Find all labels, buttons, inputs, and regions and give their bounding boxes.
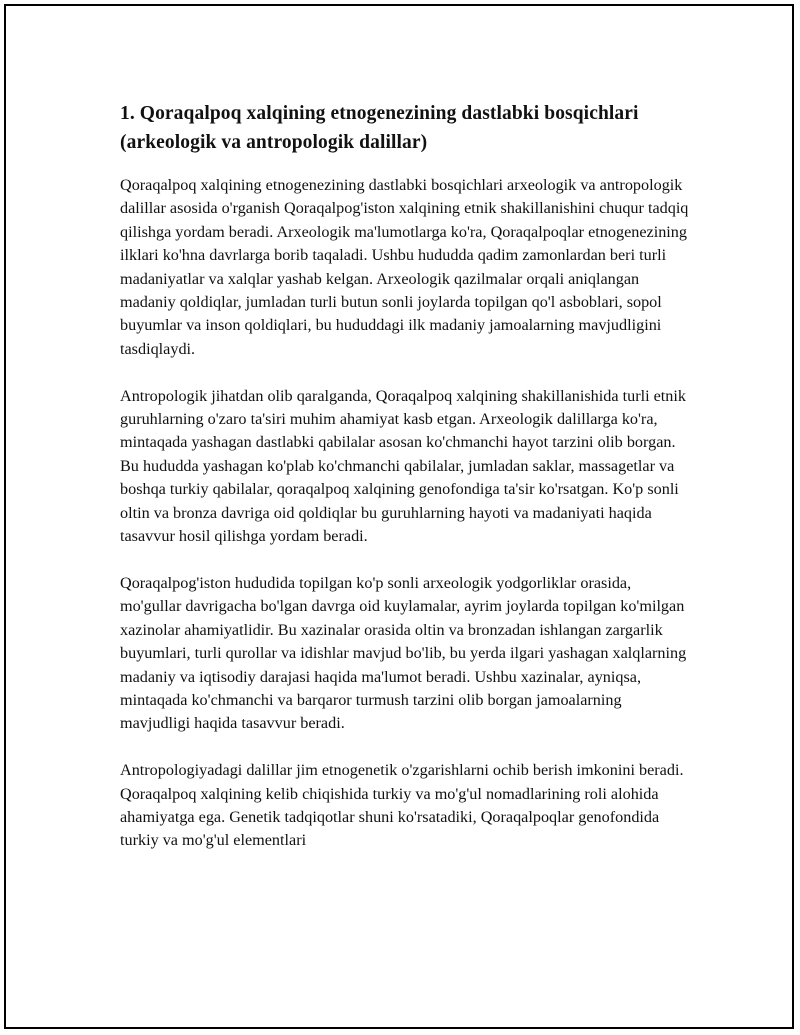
document-title: 1. Qoraqalpoq xalqining etnogenezining dastlabki bosqichlari (arkeologik va antropologik dalillar) xyxy=(120,103,639,153)
paragraph-4: Antropologiyadagi dalillar jim etnogenetik o'zgarishlarni ochib berish imkonini beradi. Qoraqalpoq xalqining kelib chiqishida turkiy va mo'g'ul nomadlarining roli alohida ahamiyatga ega. Genetik tadqiqotlar shuni ko'rsatadiki, Qoraqalpoqlar genofondida turkiy va mo'g'ul elementlari xyxy=(120,761,684,850)
paragraph-3: Qoraqalpog'iston hududida topilgan ko'p sonli arxeologik yodgorliklar orasida, mo'gullar davrigacha bo'lgan davrga oid kuylamalar, ayrim joylarda topilgan ko'milgan xazinolar ahamiyatlidir. Bu xazinalar orasida oltin va bronzadan ishlangan zargarlik buyumlari, turli qurollar va idishlar mavjud bo'lib, bu yerda ilgari yashagan xalqlarning madaniy va iqtisodiy darajasi haqida ma'lumot beradi. Ushbu xazinalar, ayniqsa, mintaqada ko'chmanchi va barqaror turmush tarzini olib borgan jamoalarning mavjudligi haqida tasavvur beradi. xyxy=(120,573,687,733)
paragraph-1: Qoraqalpoq xalqining etnogenezining dastlabki bosqichlari arxeologik va antropologik dalillar asosida o'rganish Qoraqalpog'iston xalqining etnik shakillanishini chuqur tadqiq qilishga yordam beradi. Arxeologik ma'lumotlarga ko'ra, Qoraqalpoqlar etnogenezining ilklari ko'hna davrlarga borib taqaladi. Ushbu hududda qadim zamonlardan beri turli madaniyatlar va xalqlar yashab kelgan. Arxeologik qazilmalar orqali aniqlangan madaniy qoldiqlar, jumladan turli butun sonli joylarda topilgan qo'l asboblari, sopol buyumlar va inson qoldiqlari, bu hududdagi ilk madaniy jamoalarning mavjudligini tasdiqlaydi. xyxy=(120,176,689,358)
document-body xyxy=(120,99,694,876)
page-frame xyxy=(4,4,794,1029)
paragraph-2: Antropologik jihatdan olib qaralganda, Qoraqalpoq xalqining shakillanishida turli etnik guruhlarning o'zaro ta'siri muhim ahamiyat kasb etgan. Arxeologik dalillarga ko'ra, mintaqada yashagan dastlabki qabilalar asosan ko'chmanchi hayot tarzini olib borgan. Bu hududda yashagan ko'plab ko'chmanchi qabilalar, jumladan saklar, massagetlar va boshqa turkiy qabilalar, qoraqalpoq xalqining genofondiga ta'sir ko'rsatgan. Ko'p sonli oltin va bronza davriga oid qoldiqlar bu guruhlarning hayoti va madaniyati haqida tasavvur hosil qilishga yordam beradi. xyxy=(120,386,686,546)
